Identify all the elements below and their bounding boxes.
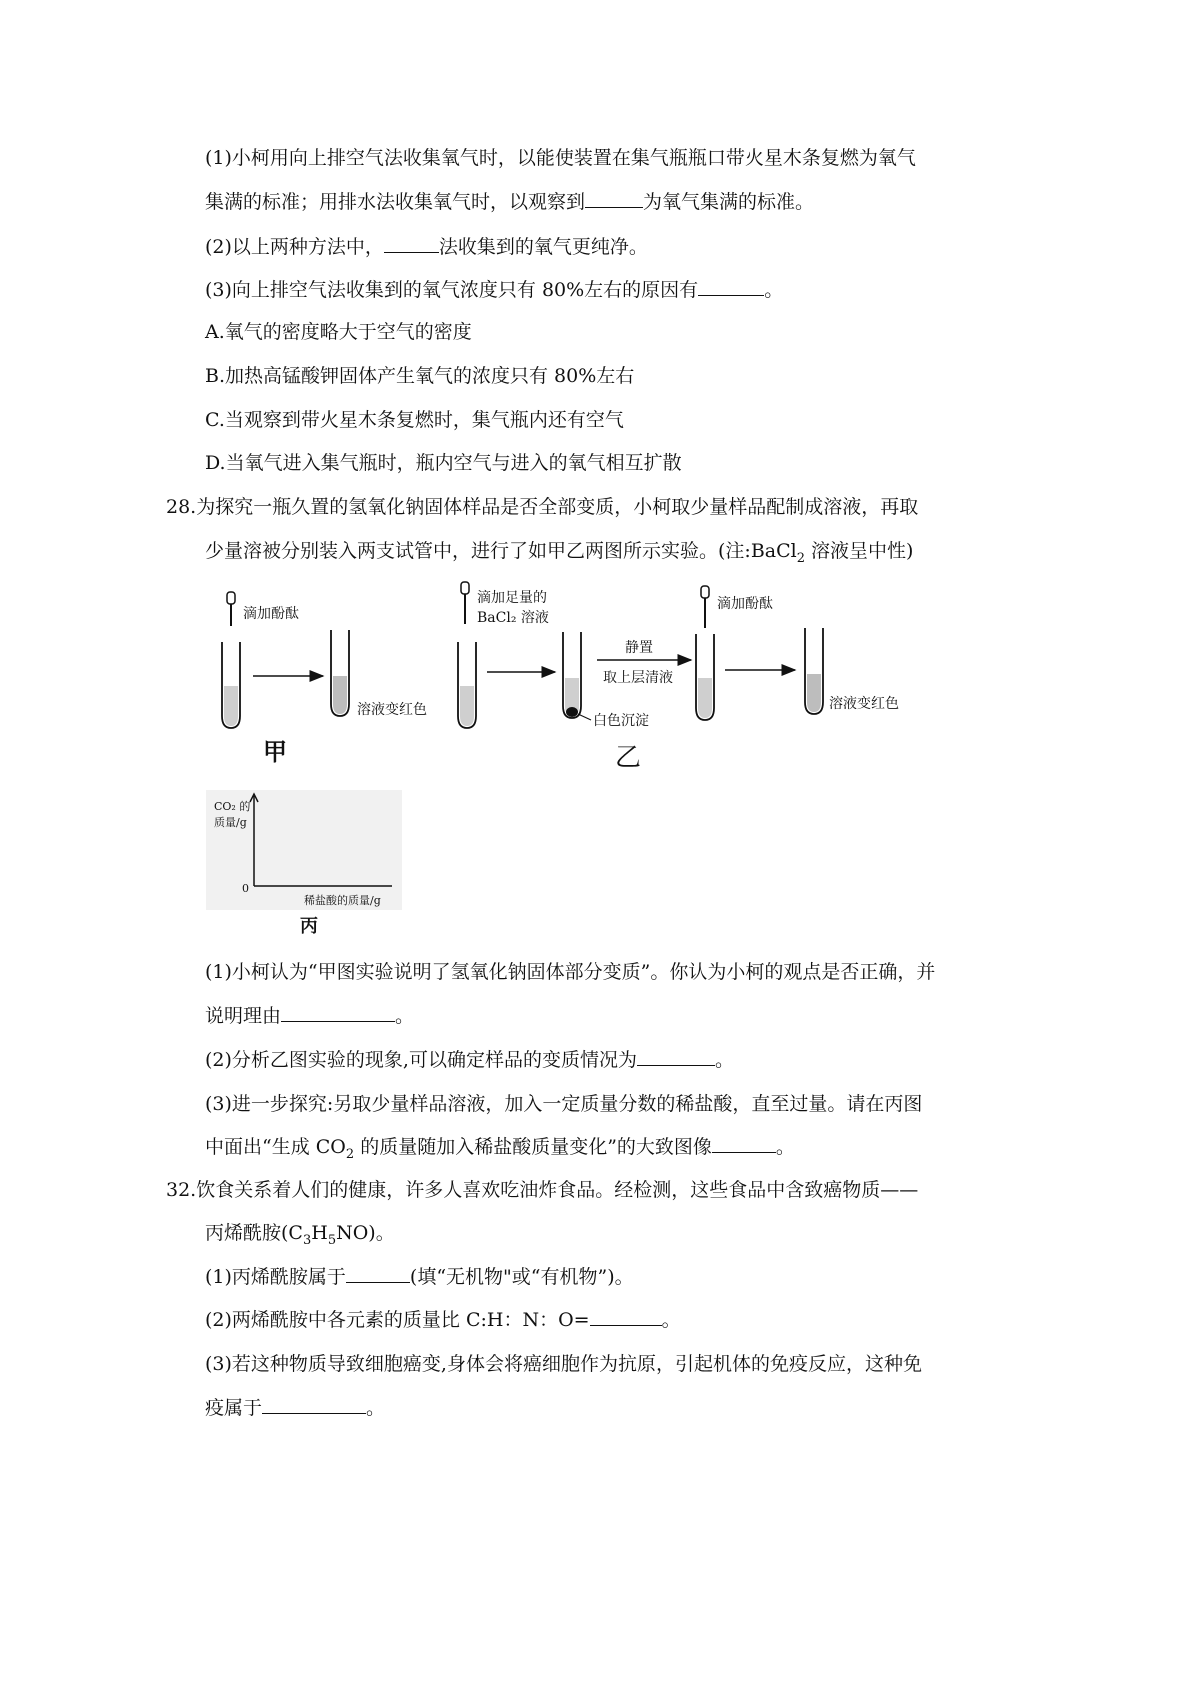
q28-sub-1-cont-text: 说明理由 <box>205 1005 282 1027</box>
dropper-icon <box>701 586 709 628</box>
option-a: A.氧气的密度略大于空气的密度 <box>205 321 472 343</box>
q28-sub-1-cont-end: 。 <box>395 1005 415 1027</box>
q27-line-2-text: 集满的标准；用排水法收集氧气时，以观察到 <box>205 191 586 213</box>
q32-sub-3-cont-text: 疫属于 <box>205 1397 263 1419</box>
option-b: B.加热高锰酸钾固体产生氧气的浓度只有 80%左右 <box>205 365 635 387</box>
figure-label-bing: 丙 <box>300 916 318 937</box>
q32-sub-1-text-end: (填“无机物"或“有机物”)。 <box>409 1266 634 1288</box>
test-tube-icon <box>222 642 240 728</box>
answer-blank[interactable] <box>712 1134 776 1153</box>
q28-sub-2-text-end: 。 <box>714 1049 734 1071</box>
yi-precipitate-label: 白色沉淀 <box>593 713 649 729</box>
q32-sub-1 <box>205 1264 634 1289</box>
test-tube-icon <box>696 634 714 720</box>
q27-sub-2-text-end: 法收集到的氧气更纯净。 <box>438 236 648 258</box>
q32-sub-3-cont-end: 。 <box>366 1397 386 1419</box>
q32-sub-2-text: (2)两烯酰胺中各元素的质量比 C:H：N：O= <box>205 1309 590 1331</box>
q27-sub-3-text-end: 。 <box>764 279 784 301</box>
q27-line-1: (1)小柯用向上排空气法收集氧气时，以能使装置在集气瓶瓶口带火星木条复燃为氧气 <box>205 147 916 169</box>
jia-result-label: 溶液变红色 <box>357 702 427 718</box>
jia-drop-label: 滴加酚酞 <box>243 606 299 622</box>
test-tube-icon <box>331 630 349 716</box>
q32-sub-1-text: (1)丙烯酰胺属于 <box>205 1266 346 1288</box>
answer-blank[interactable] <box>281 1003 395 1022</box>
dropper-icon <box>227 592 235 626</box>
q27-sub-2-text: (2)以上两种方法中， <box>205 236 384 258</box>
q28-stem-line-1: 28.为探究一瓶久置的氢氧化钠固体样品是否全部变质，小柯取少量样品配制成溶液，再取 <box>166 496 919 518</box>
answer-blank[interactable] <box>585 189 643 208</box>
yi-arrow-label-bottom: 取上层清液 <box>603 670 673 686</box>
y-axis-label-1: CO₂ 的 <box>214 800 251 813</box>
option-c: C.当观察到带火星木条复燃时，集气瓶内还有空气 <box>205 409 624 431</box>
q28-sub-2 <box>205 1047 734 1072</box>
subscript: 5 <box>327 1232 337 1248</box>
subscript: 3 <box>302 1232 312 1248</box>
answer-blank[interactable] <box>262 1395 366 1414</box>
answer-blank[interactable] <box>698 277 764 296</box>
answer-blank[interactable] <box>590 1307 662 1326</box>
figure-label-jia: 甲 <box>263 738 287 766</box>
q32-sub-3: (3)若这种物质导致细胞癌变,身体会将癌细胞作为抗原，引起机体的免疫反应，这种免 <box>205 1353 922 1375</box>
q28-sub-3-cont-end: 。 <box>775 1136 795 1158</box>
q32-stem-text-3: NO)。 <box>336 1222 395 1244</box>
yi-drop-label-3: 滴加酚酞 <box>717 596 773 612</box>
answer-blank[interactable] <box>637 1047 715 1066</box>
q32-sub-3-cont <box>205 1395 385 1420</box>
answer-blank[interactable] <box>346 1264 410 1283</box>
q28-sub-3-cont-text: 中面出“生成 CO <box>205 1136 346 1158</box>
q28-stem-line-2-text-end: 溶液呈中性) <box>805 540 914 562</box>
q32-sub-2 <box>205 1307 681 1332</box>
q27-sub-3-text: (3)向上排空气法收集到的氧气浓度只有 80%左右的原因有 <box>205 279 699 301</box>
test-tube-icon <box>563 632 581 718</box>
q27-line-2-text-end: 为氧气集满的标准。 <box>643 191 815 213</box>
yi-drop-label-2: BaCl₂ 溶液 <box>477 610 549 626</box>
q28-stem-line-2 <box>205 539 914 566</box>
q32-stem-text-2: H <box>311 1222 328 1244</box>
yi-result-label: 溶液变红色 <box>829 696 899 712</box>
x-axis-label: 稀盐酸的质量/g <box>304 894 381 907</box>
q27-sub-2 <box>205 234 648 259</box>
dropper-icon <box>461 582 469 624</box>
q32-stem-text: 丙烯酰胺(C <box>205 1222 303 1244</box>
test-tube-icon <box>805 628 823 714</box>
yi-drop-label-1: 滴加足量的 <box>477 590 547 606</box>
q28-sub-3-cont-text-2: 的质量随加入稀盐酸质量变化”的大致图像 <box>354 1136 712 1158</box>
subscript: 2 <box>796 550 806 566</box>
test-tube-icon <box>458 642 476 728</box>
origin-label: 0 <box>242 882 249 895</box>
option-d: D.当氧气进入集气瓶时，瓶内空气与进入的氧气相互扩散 <box>205 452 682 474</box>
co2-graph-axes[interactable] <box>206 790 402 940</box>
experiment-diagram <box>205 578 925 783</box>
q32-stem-line-2 <box>205 1221 395 1248</box>
q28-sub-2-text: (2)分析乙图实验的现象,可以确定样品的变质情况为 <box>205 1049 637 1071</box>
q28-sub-1-cont <box>205 1003 414 1028</box>
answer-blank[interactable] <box>384 234 439 253</box>
q27-line-2 <box>205 189 814 214</box>
q32-stem-line-1: 32.饮食关系着人们的健康，许多人喜欢吃油炸食品。经检测，这些食品中含致癌物质—— <box>166 1179 919 1201</box>
yi-arrow-label-top: 静置 <box>625 640 653 656</box>
q28-stem-line-2-text: 少量溶被分别装入两支试管中，进行了如甲乙两图所示实验。(注:BaCl <box>205 540 797 562</box>
figure-label-yi: 乙 <box>615 743 642 773</box>
q28-sub-3: (3)进一步探究:另取少量样品溶液，加入一定质量分数的稀盐酸，直至过量。请在丙图 <box>205 1093 923 1115</box>
q32-sub-2-text-end: 。 <box>661 1309 681 1331</box>
subscript: 2 <box>345 1146 355 1162</box>
q28-sub-1: (1)小柯认为“甲图实验说明了氢氧化钠固体部分变质”。你认为小柯的观点是否正确，并 <box>205 961 936 983</box>
q27-sub-3 <box>205 277 783 302</box>
y-axis-label-2: 质量/g <box>214 816 247 829</box>
q28-sub-3-cont <box>205 1134 795 1162</box>
